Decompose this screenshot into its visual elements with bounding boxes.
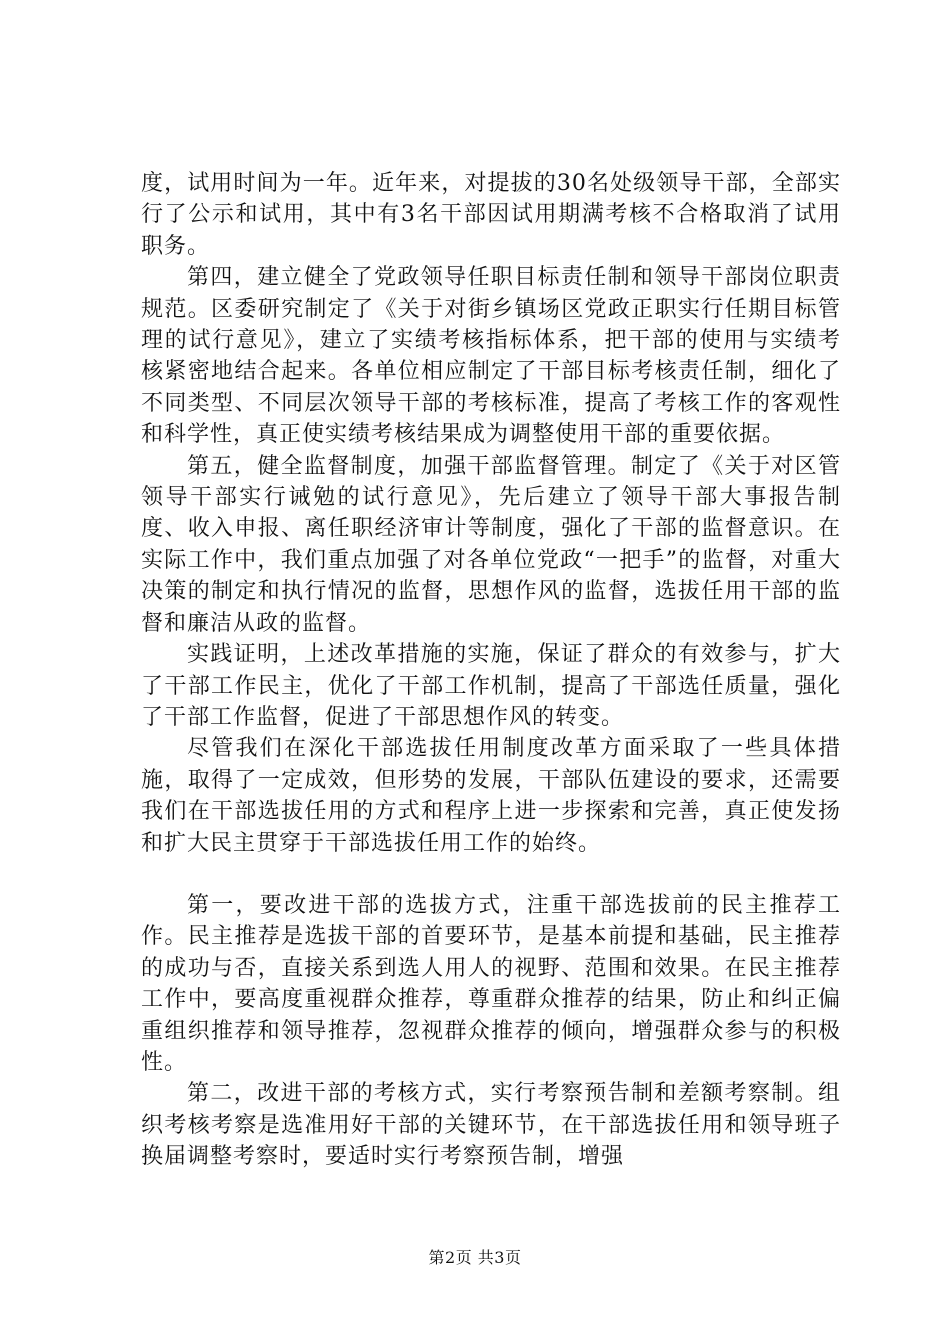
paragraph-continuation: 度，试用时间为一年。近年来，对提拔的30名处级领导干部，全部实行了公示和试用，其中有3名干部因试用期满考核不合格取消了试用职务。 bbox=[141, 171, 841, 259]
paragraph-point-four: 第四，建立健全了党政领导任职目标责任制和领导干部岗位职责规范。区委研究制定了《关于对街乡镇场区党政正职实行任期目标管理的试行意见》，建立了实绩考核指标体系，把干部的使用与实绩考核紧密地结合起来。各单位相应制定了干部目标考核责任制，细化了不同类型、不同层次领导干部的考核标准，提高了考核工作的客观性和科学性，真正使实绩考核结果成为调整使用干部的重要依据。 bbox=[141, 265, 841, 448]
page-number-footer: 第2页 共3页 bbox=[428, 1248, 522, 1267]
paragraph-first-measure: 第一，要改进干部的选拔方式，注重干部选拔前的民主推荐工作。民主推荐是选拔干部的首要环节，是基本前提和基础，民主推荐的成功与否，直接关系到选人用人的视野、范围和效果。在民主推荐工作中，要高度重视群众推荐，尊重群众推荐的结果，防止和纠正偏重组织推荐和领导推荐，忽视群众推荐的倾向，增强群众参与的积极性。 bbox=[141, 892, 841, 1075]
paragraph-spacer bbox=[141, 859, 841, 890]
paragraph-second-measure: 第二，改进干部的考核方式，实行考察预告制和差额考察制。组织考核考察是选准用好干部的关键环节，在干部选拔任用和领导班子换届调整考察时，要适时实行考察预告制，增强 bbox=[141, 1081, 841, 1170]
paragraph-practice-proof: 实践证明，上述改革措施的实施，保证了群众的有效参与，扩大了干部工作民主，优化了干部工作机制，提高了干部选任质量，强化了干部工作监督，促进了干部思想作风的转变。 bbox=[141, 642, 841, 730]
paragraph-although: 尽管我们在深化干部选拔任用制度改革方面采取了一些具体措施，取得了一定成效，但形势的发展，干部队伍建设的要求，还需要我们在干部选拔任用的方式和程序上进一步探索和完善，真正使发扬和扩大民主贯穿于干部选拔任用工作的始终。 bbox=[141, 736, 841, 856]
paragraph-point-five: 第五，健全监督制度，加强干部监督管理。制定了《关于对区管领导干部实行诫勉的试行意见》，先后建立了领导干部大事报告制度、收入申报、离任职经济审计等制度，强化了干部的监督意识。在实际工作中，我们重点加强了对各单位党政“一把手”的监督，对重大决策的制定和执行情况的监督，思想作风的监督，选拔任用干部的监督和廉洁从政的监督。 bbox=[141, 453, 841, 636]
document-body bbox=[141, 168, 841, 1173]
